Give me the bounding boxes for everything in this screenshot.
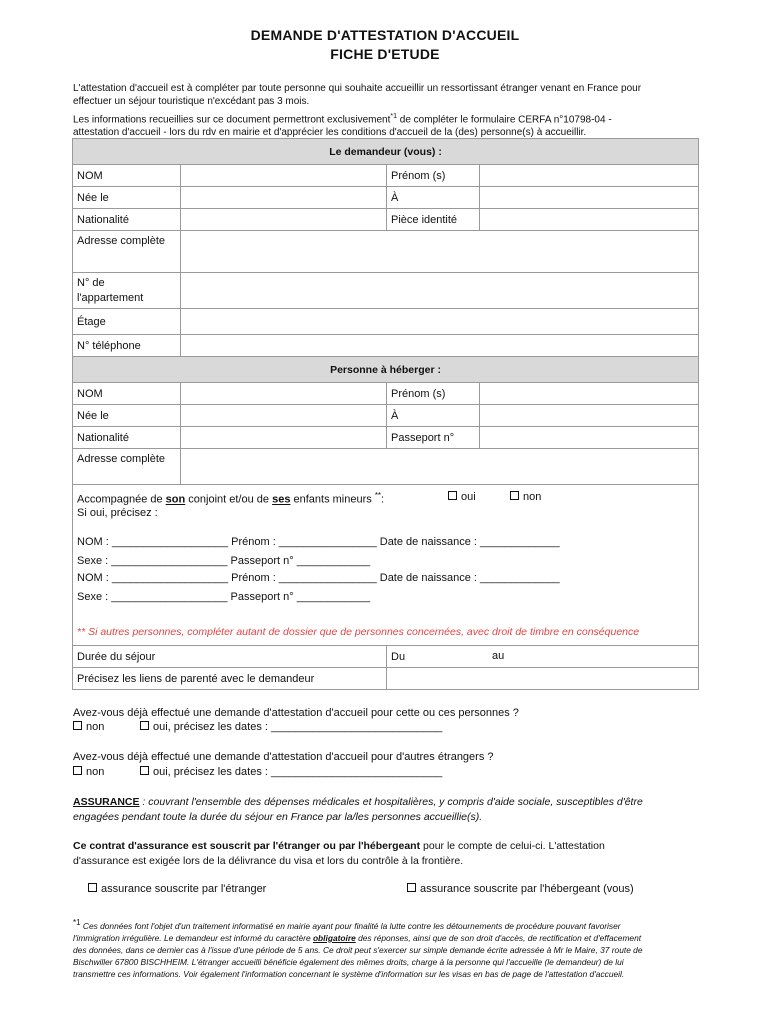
label-duree-sejour: Durée du séjour bbox=[73, 646, 387, 668]
option-label: oui, précisez les dates : ____________________________ bbox=[153, 766, 443, 778]
footnote-marker: *1 bbox=[73, 918, 81, 927]
accompagne-question bbox=[77, 491, 384, 506]
demandeur-etage-field[interactable] bbox=[181, 309, 699, 335]
accompagne-oui-option[interactable] bbox=[448, 491, 476, 503]
footnote-line bbox=[73, 917, 697, 932]
contrat-line bbox=[73, 839, 698, 854]
accompagne-non-option[interactable] bbox=[510, 491, 541, 503]
label-etage: Étage bbox=[73, 309, 181, 335]
label-nationalite: Nationalité bbox=[73, 209, 181, 231]
companion-2-nom-line[interactable]: NOM : ___________________ Prénom : ________________ Date de naissance : _____________ bbox=[77, 572, 560, 584]
contrat-paragraph bbox=[73, 839, 698, 869]
intro-line bbox=[73, 110, 698, 126]
demandeur-nom-field[interactable] bbox=[181, 165, 387, 187]
intro-line: effectuer un séjour touristique n'excédant pas 3 mois. bbox=[73, 96, 310, 107]
footnote bbox=[73, 917, 697, 980]
duree-sejour-field[interactable] bbox=[387, 646, 699, 668]
label-appartement-line: l'appartement bbox=[77, 291, 144, 304]
question-text: conjoint et/ou de bbox=[185, 493, 273, 506]
heberge-nom-field[interactable] bbox=[181, 383, 387, 405]
heberge-passeport-field[interactable] bbox=[480, 427, 699, 449]
label-a: À bbox=[387, 405, 480, 427]
companion-1-nom-line[interactable]: NOM : ___________________ Prénom : ________________ Date de naissance : _____________ bbox=[77, 536, 560, 548]
assurance-hebergeant-option[interactable] bbox=[407, 883, 634, 895]
accompagnement-section bbox=[73, 485, 699, 646]
footnote-marker: *1 bbox=[390, 113, 397, 120]
label-adresse: Adresse complète bbox=[73, 449, 181, 485]
label-appartement-line: N° de bbox=[77, 276, 105, 289]
demandeur-nationalite-field[interactable] bbox=[181, 209, 387, 231]
demandeur-header: Le demandeur (vous) : bbox=[73, 139, 699, 165]
intro-line: L'attestation d'accueil est à compléter par toute personne qui souhaite accueillir un ressortissant étranger venant en France pour bbox=[73, 83, 642, 94]
checkbox-q2-oui[interactable] bbox=[140, 766, 149, 775]
demandeur-nee-le-field[interactable] bbox=[181, 187, 387, 209]
assurance-line bbox=[73, 795, 698, 810]
footnote-text: Ces données font l'objet d'un traitement informatisé en mairie ayant pour finalité la lutte contre les détournements de procédure pouvant favoriser bbox=[80, 920, 621, 931]
label-passeport: Passeport n° bbox=[387, 427, 480, 449]
checkbox-non[interactable] bbox=[510, 491, 519, 500]
heberge-header: Personne à héberger : bbox=[73, 357, 699, 383]
assurance-label: ASSURANCE bbox=[73, 796, 140, 808]
q2-non-option[interactable] bbox=[73, 766, 104, 778]
assurance-line bbox=[73, 810, 698, 825]
checkbox-assurance-hebergeant[interactable] bbox=[407, 883, 416, 892]
footnote-line: des données, dans ce dernier cas à l'issue d'une période de 5 ans. Ce droit peut s'exercer sur simple demande écrite adressée à Mr le Maire, 37 route de bbox=[73, 944, 643, 955]
checkbox-q1-oui[interactable] bbox=[140, 721, 149, 730]
label-adresse: Adresse complète bbox=[73, 231, 181, 273]
assurance-paragraph bbox=[73, 795, 698, 825]
label-nationalite: Nationalité bbox=[73, 427, 181, 449]
checkbox-q2-non[interactable] bbox=[73, 766, 82, 775]
question-text: enfants mineurs bbox=[290, 493, 375, 506]
q2-oui-option[interactable] bbox=[140, 766, 442, 778]
demandeur-table bbox=[72, 138, 699, 690]
intro-text: Les informations recueillies sur ce document permettront exclusivement bbox=[73, 114, 391, 126]
footnote-marker: ** bbox=[374, 491, 382, 500]
footnote-line: transmettre ces informations. Voir également l'information concernant le système d'information sur les visas en bas de page de l'attestation d'accueil. bbox=[73, 968, 625, 979]
label-a: À bbox=[387, 187, 480, 209]
footnote-line bbox=[73, 932, 697, 944]
checkbox-oui[interactable] bbox=[448, 491, 457, 500]
heberge-nationalite-field[interactable] bbox=[181, 427, 387, 449]
companion-1-sexe-line[interactable]: Sexe : ___________________ Passeport n° ____________ bbox=[77, 555, 371, 567]
si-oui-label: Si oui, précisez : bbox=[77, 507, 158, 519]
assurance-text: engagées pendant toute la durée du séjour en France par la/les personnes accueillie(s). bbox=[73, 811, 483, 823]
label-nom: NOM bbox=[73, 383, 181, 405]
q1-oui-option[interactable] bbox=[140, 721, 442, 733]
option-label: non bbox=[86, 721, 105, 733]
footnote-text: des réponses, ainsi que de son droit d'accès, de rectification et d'effacement bbox=[355, 932, 642, 943]
intro-paragraph-1 bbox=[73, 82, 698, 108]
liens-parente-field[interactable] bbox=[387, 668, 699, 690]
demandeur-appartement-field[interactable] bbox=[181, 273, 699, 309]
question-text: Accompagnée de bbox=[77, 493, 166, 506]
autres-personnes-note: ** Si autres personnes, compléter autant de dossier que de personnes concernées, avec droit de timbre en conséquence bbox=[77, 626, 640, 638]
intro-line: attestation d'accueil - lors du rdv en mairie et d'apprécier les conditions d'accueil de la (des) personne(s) à accueillir. bbox=[73, 127, 587, 139]
heberge-adresse-field[interactable] bbox=[181, 449, 699, 485]
footnote-text: l'immigration irrégulière. Le demandeur est informé du caractère bbox=[73, 932, 313, 943]
question-2: Avez-vous déjà effectué une demande d'attestation d'accueil pour d'autres étrangers ? bbox=[73, 751, 494, 763]
option-label: non bbox=[523, 491, 542, 503]
demandeur-prenom-field[interactable] bbox=[480, 165, 699, 187]
option-label: assurance souscrite par l'hébergeant (vous) bbox=[420, 883, 634, 895]
question-text: : bbox=[381, 493, 385, 506]
question-1: Avez-vous déjà effectué une demande d'attestation d'accueil pour cette ou ces personnes ? bbox=[73, 707, 519, 719]
label-du: Du bbox=[391, 650, 406, 663]
option-label: non bbox=[86, 766, 105, 778]
label-telephone: N° téléphone bbox=[73, 335, 181, 357]
label-piece-identite: Pièce identité bbox=[387, 209, 480, 231]
footnote-text: obligatoire bbox=[312, 932, 356, 943]
label-appartement bbox=[73, 273, 181, 309]
demandeur-adresse-field[interactable] bbox=[181, 231, 699, 273]
q1-non-option[interactable] bbox=[73, 721, 104, 733]
label-prenom: Prénom (s) bbox=[387, 165, 480, 187]
demandeur-piece-field[interactable] bbox=[480, 209, 699, 231]
contrat-line: d'assurance est exigée lors de la délivrance du visa et lors du contrôle à la frontière. bbox=[73, 855, 464, 867]
label-nee-le: Née le bbox=[73, 187, 181, 209]
label-prenom: Prénom (s) bbox=[387, 383, 480, 405]
question-text: ses bbox=[272, 493, 291, 506]
intro-text: de compléter le formulaire CERFA n°10798-04 - bbox=[397, 114, 612, 126]
demandeur-lieu-field[interactable] bbox=[480, 187, 699, 209]
companion-2-sexe-line[interactable]: Sexe : ___________________ Passeport n° ____________ bbox=[77, 591, 371, 603]
contrat-text: pour le compte de celui-ci. L'attestation bbox=[420, 840, 605, 852]
checkbox-q1-non[interactable] bbox=[73, 721, 82, 730]
heberge-nee-le-field[interactable] bbox=[181, 405, 387, 427]
heberge-prenom-field[interactable] bbox=[480, 383, 699, 405]
checkbox-assurance-etranger[interactable] bbox=[88, 883, 97, 892]
demandeur-telephone-field[interactable] bbox=[181, 335, 699, 357]
contrat-bold: Ce contrat d'assurance est souscrit par l'étranger ou par l'hébergeant bbox=[73, 840, 421, 852]
option-label: oui, précisez les dates : ____________________________ bbox=[153, 721, 443, 733]
question-text: son bbox=[165, 493, 186, 506]
option-label: oui bbox=[461, 491, 476, 503]
heberge-lieu-field[interactable] bbox=[480, 405, 699, 427]
label-au: au bbox=[492, 650, 505, 662]
label-nee-le: Née le bbox=[73, 405, 181, 427]
label-liens-parente: Précisez les liens de parenté avec le demandeur bbox=[73, 668, 387, 690]
footnote-line: Bischwiller 67800 BISCHHEIM. L'étranger accueilli bénéficie également des mêmes droits, charge à la personne qui l'accueille (le demandeur) de lui bbox=[73, 956, 624, 967]
intro-paragraph-2 bbox=[73, 110, 698, 139]
assurance-etranger-option[interactable] bbox=[88, 883, 266, 895]
option-label: assurance souscrite par l'étranger bbox=[101, 883, 267, 895]
label-nom: NOM bbox=[73, 165, 181, 187]
assurance-text: : couvrant l'ensemble des dépenses médicales et hospitalières, y compris d'aide sociale, susceptibles d'être bbox=[139, 796, 643, 808]
page-subtitle: FICHE D'ETUDE bbox=[330, 46, 440, 62]
page-title: DEMANDE D'ATTESTATION D'ACCUEIL bbox=[250, 27, 520, 43]
